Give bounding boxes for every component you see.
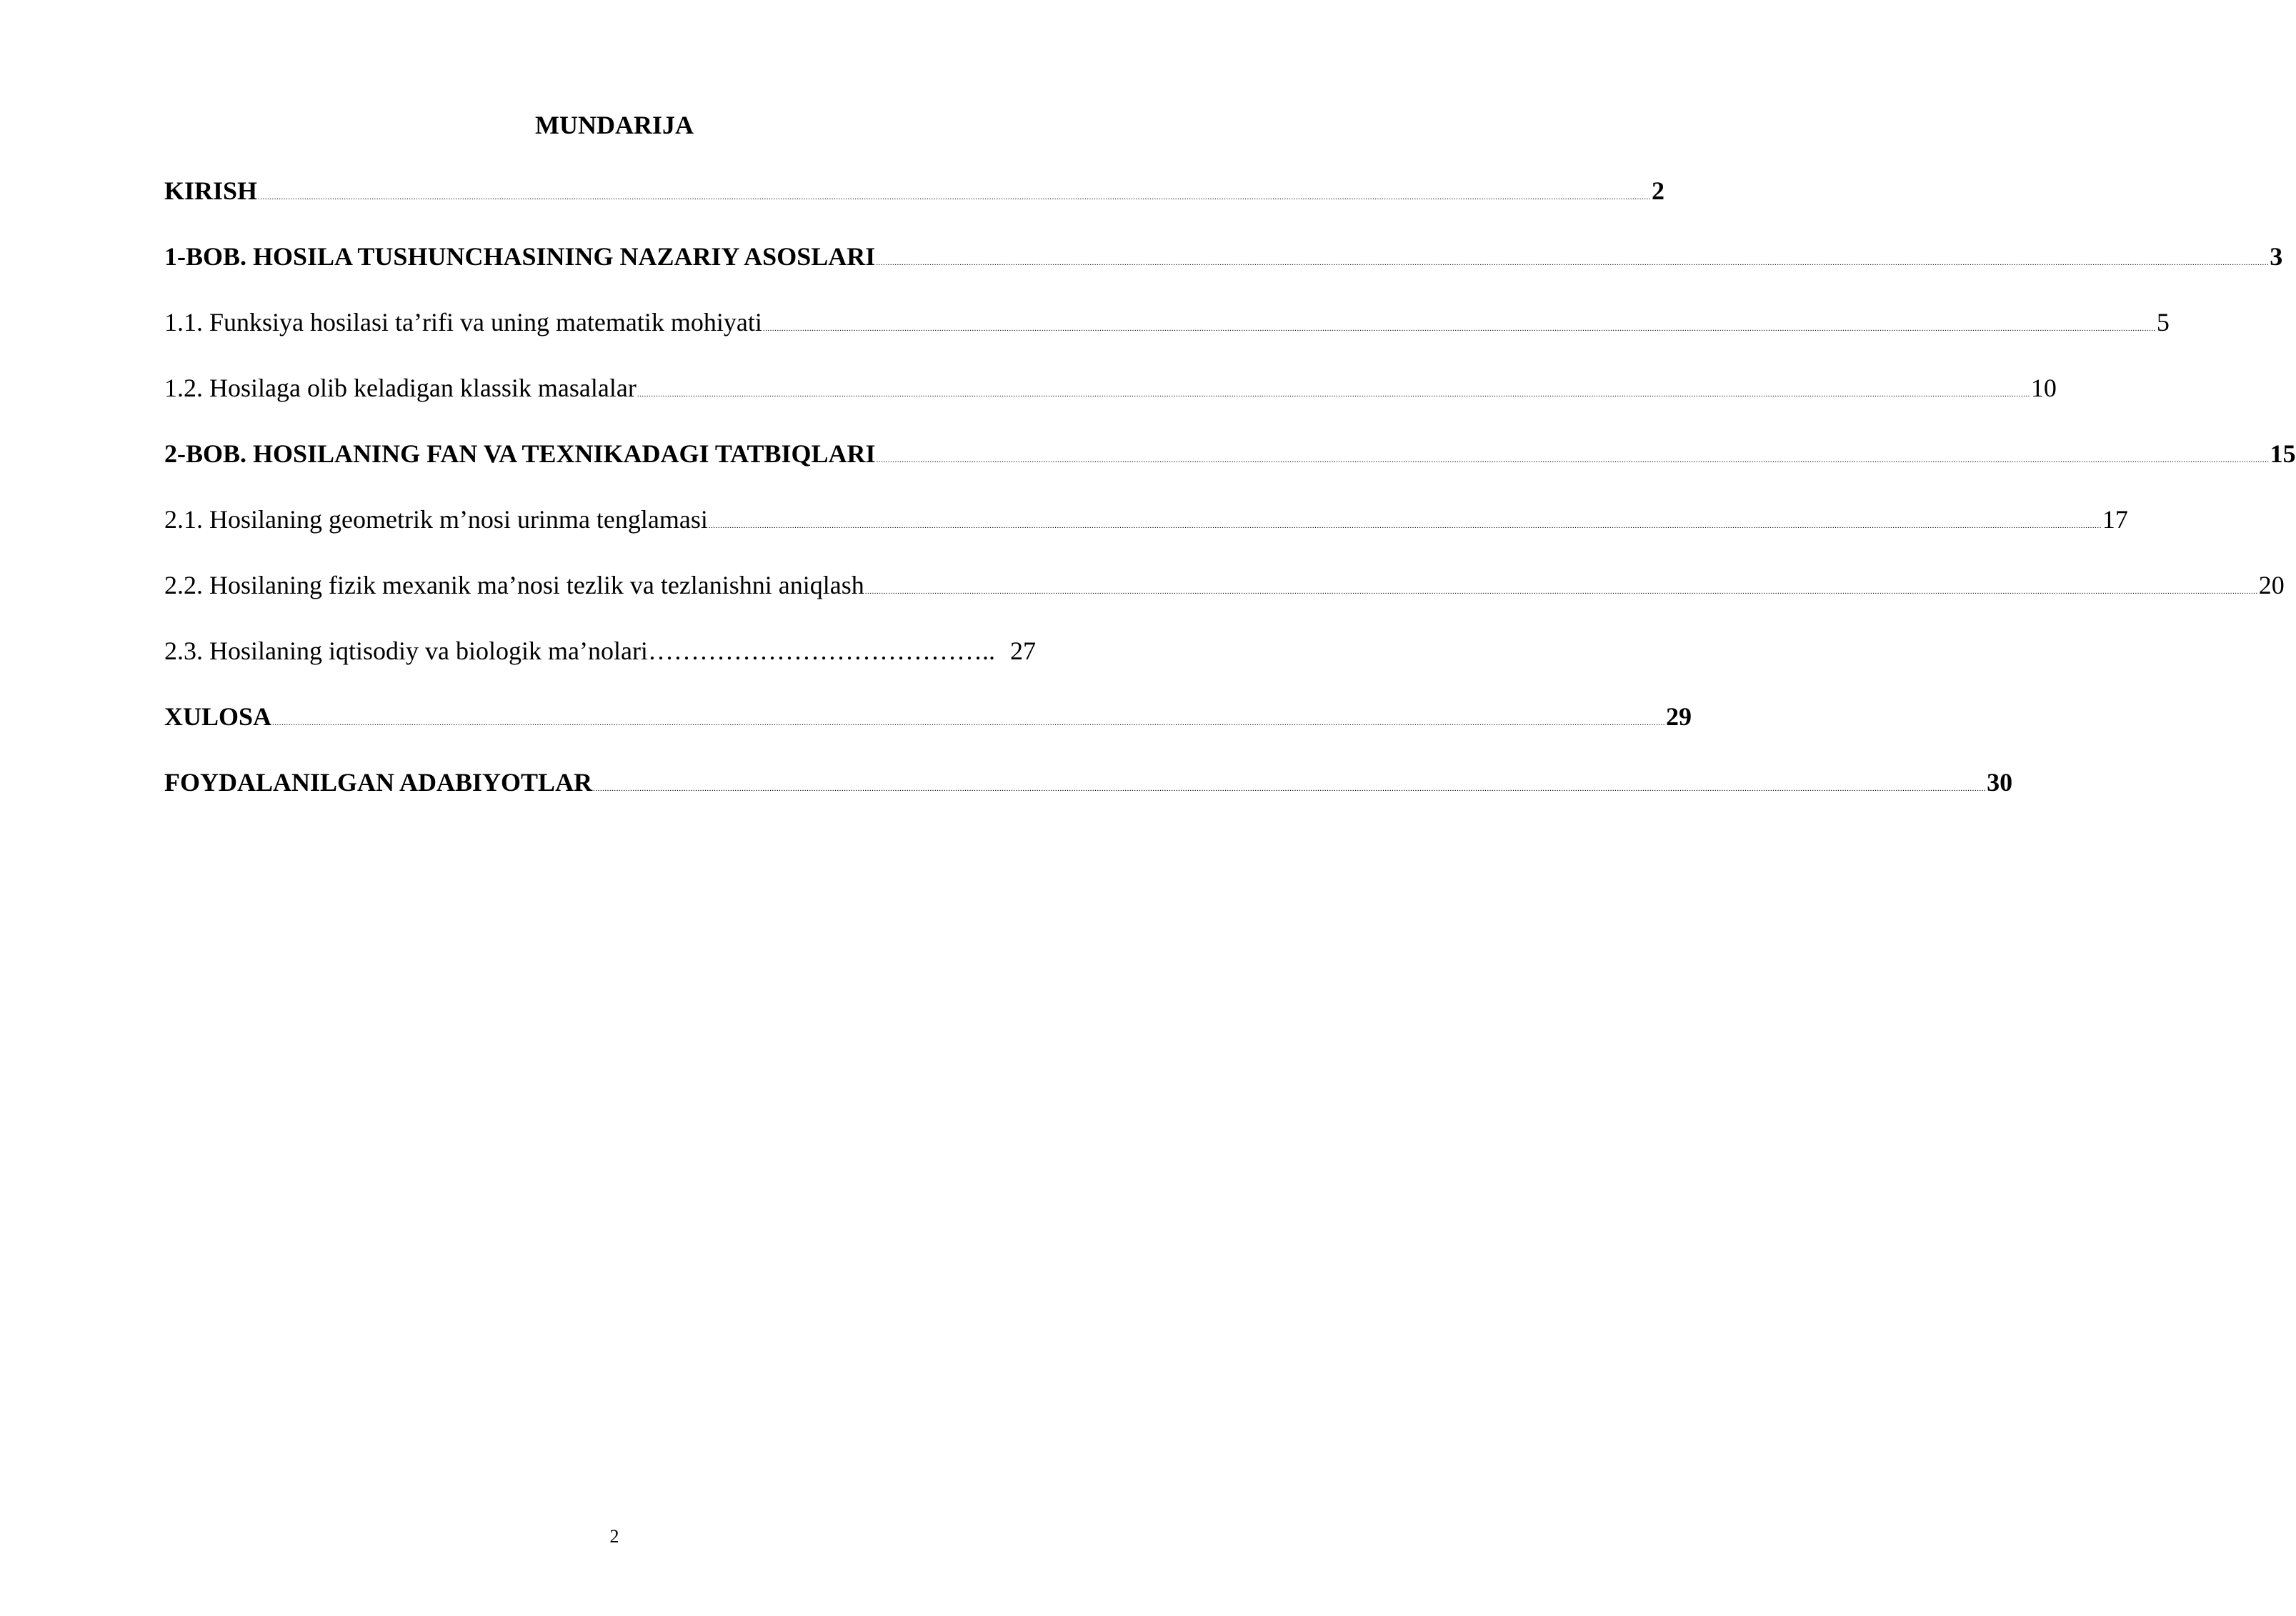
toc-leader-dots: ........................................................................................................................................................................................................................................................................................................................................................................................................................................................................................................................................................................................................................	[876, 259, 2270, 267]
toc-entry-title: 1-BOB. HOSILA TUSHUNCHASINING NAZARIY ASOSLARI	[164, 242, 876, 271]
toc-entry-title: 1.2. Hosilaga olib keladigan klassik masalalar	[164, 374, 637, 402]
toc-entry-title: KIRISH	[164, 176, 258, 205]
toc-leader-dots: ........................................................................................................................................................................................................................................................................................................................................................................................................................................................................................................................................................................................................................	[258, 193, 1652, 201]
toc-entry[interactable]	[164, 503, 2128, 569]
toc-entry-title: FOYDALANILGAN ADABIYOTLAR	[164, 768, 593, 797]
toc-entry[interactable]	[164, 634, 1036, 700]
toc-entry[interactable]	[164, 174, 1665, 240]
toc-entry-page: 5	[2156, 308, 2170, 336]
toc-entry-page: 2	[1652, 176, 1665, 205]
toc-entry-title: 1.1. Funksiya hosilasi ta’rifi va uning matematik mohiyati	[164, 308, 762, 336]
toc-entry-page: 30	[1987, 768, 2013, 797]
toc-leader-dots: ........................................................................................................................................................................................................................................................................................................................................................................................................................................................................................................................................................................................................................	[637, 390, 2030, 399]
toc-leader-dots: ........................................................................................................................................................................................................................................................................................................................................................................................................................................................................................................................................................................................................................	[876, 456, 2270, 464]
toc-entry-page: 15	[2270, 439, 2296, 468]
toc-entry[interactable]	[164, 569, 2285, 634]
toc-leader-dots: ........................................................................................................................................................................................................................................................................................................................................................................................................................................................................................................................................................................................................................	[708, 522, 2102, 530]
toc-entry-page: 10	[2030, 374, 2057, 402]
toc-entry[interactable]	[164, 700, 1692, 766]
toc-leader-dots: …………………………………..	[647, 637, 995, 665]
toc-entry-title: 2.2. Hosilaning fizik mexanik ma’nosi tezlik va tezlanishni aniqlash	[164, 571, 864, 599]
toc-leader-dots: ........................................................................................................................................................................................................................................................................................................................................................................................................................................................................................................................................................................................................................	[762, 324, 2156, 333]
toc-entry[interactable]	[164, 371, 2057, 437]
toc-leader-dots: ........................................................................................................................................................................................................................................................................................................................................................................................................................................................................................................................................................................................................................	[864, 587, 2258, 596]
toc-entry-title: 2-BOB. HOSILANING FAN VA TEXNIKADAGI TATBIQLARI	[164, 439, 876, 468]
toc-entry-page: 29	[1666, 702, 1692, 731]
toc-entry[interactable]	[164, 766, 2013, 832]
toc-entry[interactable]	[164, 437, 2296, 503]
toc-leader-dots: ........................................................................................................................................................................................................................................................................................................................................................................................................................................................................................................................................................................................................................	[272, 719, 1666, 727]
toc-entry-title: 2.1. Hosilaning geometrik m’nosi urinma tenglamasi	[164, 505, 708, 534]
toc-entry-page: 17	[2102, 505, 2128, 534]
toc-entry[interactable]	[164, 240, 2283, 306]
page-number: 2	[609, 1526, 619, 1547]
toc-entry-page: 3	[2270, 242, 2283, 271]
toc-entry[interactable]	[164, 306, 2170, 371]
toc-entry-page: 20	[2258, 571, 2285, 599]
toc-entry-title: XULOSA	[164, 702, 272, 731]
toc-leader-dots: ........................................................................................................................................................................................................................................................................................................................................................................................................................................................................................................................................................................................................................	[593, 784, 1987, 793]
toc-entry-page: 27	[1010, 637, 1036, 665]
toc-entry-title: 2.3. Hosilaning iqtisodiy va biologik ma’nolari	[164, 637, 648, 665]
page-title: MUNDARIJA	[535, 111, 694, 139]
table-of-contents	[164, 174, 2296, 832]
